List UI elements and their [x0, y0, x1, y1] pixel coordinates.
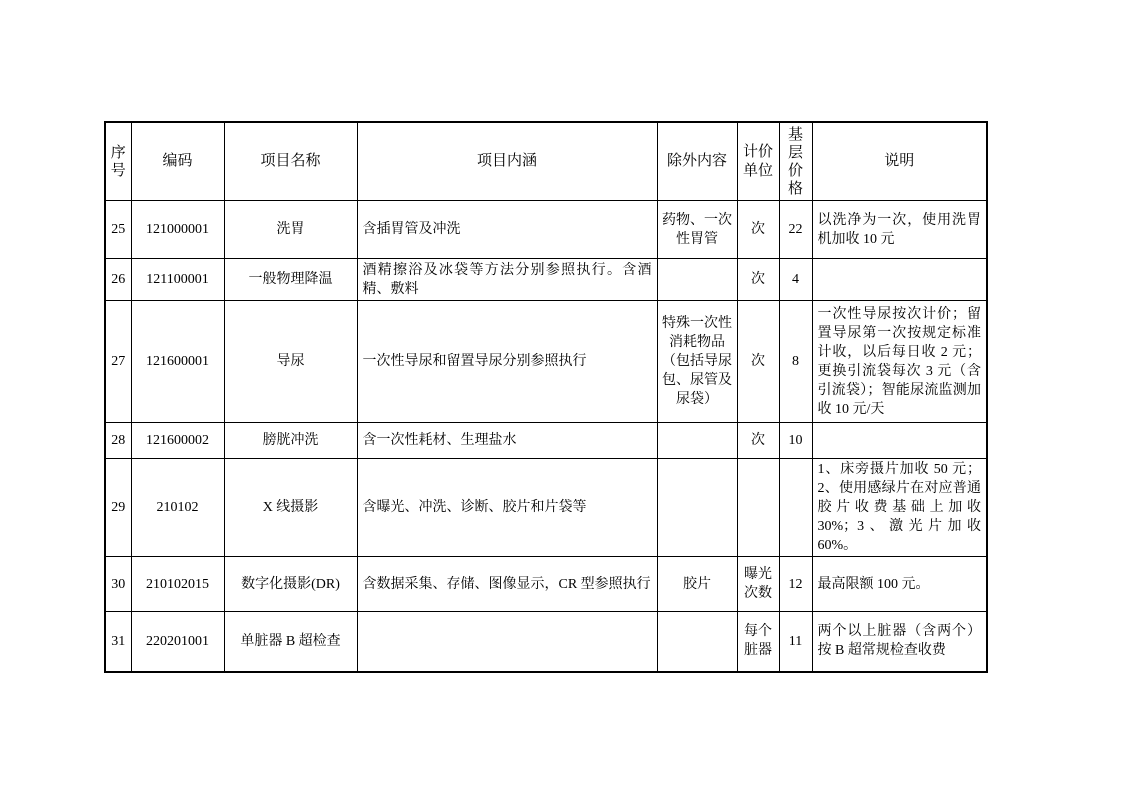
- cell-price: 22: [779, 201, 812, 259]
- table-row: [105, 423, 987, 459]
- cell-name: 洗胃: [224, 201, 357, 259]
- cell-price: [779, 459, 812, 557]
- cell-price: 8: [779, 301, 812, 423]
- column-header-code-label: 编码: [162, 153, 193, 169]
- cell-code: 121100001: [131, 259, 224, 301]
- cell-unit: 次: [737, 301, 779, 423]
- cell-seq: 27: [105, 301, 131, 423]
- column-header-excluded: [657, 122, 737, 201]
- table-row: [105, 612, 987, 672]
- cell-excluded: [657, 612, 737, 672]
- table-row: [105, 259, 987, 301]
- table-row: [105, 201, 987, 259]
- cell-content: 含曝光、冲洗、诊断、胶片和片袋等: [357, 459, 657, 557]
- cell-note: [812, 423, 987, 459]
- cell-excluded: 胶片: [657, 557, 737, 612]
- cell-seq: 26: [105, 259, 131, 301]
- cell-name: X 线摄影: [224, 459, 357, 557]
- cell-code: 121600001: [131, 301, 224, 423]
- column-header-seq-label: 序号: [110, 144, 126, 179]
- cell-name: 数字化摄影(DR): [224, 557, 357, 612]
- cell-excluded: [657, 259, 737, 301]
- cell-code: 220201001: [131, 612, 224, 672]
- table-body: [105, 201, 987, 672]
- cell-code: 121000001: [131, 201, 224, 259]
- cell-price: 12: [779, 557, 812, 612]
- cell-seq: 25: [105, 201, 131, 259]
- cell-seq: 28: [105, 423, 131, 459]
- column-header-unit-label: 计价单位: [743, 143, 774, 179]
- cell-note: 1、床旁摄片加收 50 元；2、使用感绿片在对应普通胶片收费基础上加收 30%；3、激光片加收 60%。: [812, 459, 987, 557]
- cell-code: 210102: [131, 459, 224, 557]
- cell-seq: 31: [105, 612, 131, 672]
- price-table: [104, 121, 988, 673]
- cell-note: 最高限额 100 元。: [812, 557, 987, 612]
- cell-name: 导尿: [224, 301, 357, 423]
- cell-excluded: 药物、一次性胃管: [657, 201, 737, 259]
- cell-note: 两个以上脏器（含两个）按 B 超常规检查收费: [812, 612, 987, 672]
- cell-excluded: [657, 459, 737, 557]
- cell-unit: 每个脏器: [737, 612, 779, 672]
- cell-name: 一般物理降温: [224, 259, 357, 301]
- cell-name: 膀胱冲洗: [224, 423, 357, 459]
- cell-unit: [737, 459, 779, 557]
- cell-code: 121600002: [131, 423, 224, 459]
- column-header-price-label: 基层价格: [788, 126, 804, 197]
- column-header-price: [779, 122, 812, 201]
- column-header-unit: [737, 122, 779, 201]
- cell-content: 含数据采集、存储、图像显示，CR 型参照执行: [357, 557, 657, 612]
- column-header-excluded-label: 除外内容: [666, 153, 727, 169]
- cell-price: 4: [779, 259, 812, 301]
- table-row: [105, 459, 987, 557]
- column-header-name: [224, 122, 357, 201]
- cell-seq: 30: [105, 557, 131, 612]
- cell-name: 单脏器 B 超检查: [224, 612, 357, 672]
- column-header-name-label: 项目名称: [260, 153, 321, 169]
- cell-content: 含一次性耗材、生理盐水: [357, 423, 657, 459]
- cell-note: 以洗净为一次，使用洗胃机加收 10 元: [812, 201, 987, 259]
- table-header-row: [105, 122, 987, 201]
- cell-content: [357, 612, 657, 672]
- column-header-content: [357, 122, 657, 201]
- cell-seq: 29: [105, 459, 131, 557]
- cell-content: 含插胃管及冲洗: [357, 201, 657, 259]
- column-header-note-label: 说明: [884, 153, 915, 169]
- cell-unit: 次: [737, 201, 779, 259]
- cell-code: 210102015: [131, 557, 224, 612]
- cell-excluded: 特殊一次性消耗物品（包括导尿包、尿管及尿袋）: [657, 301, 737, 423]
- column-header-seq: [105, 122, 131, 201]
- cell-price: 11: [779, 612, 812, 672]
- column-header-code: [131, 122, 224, 201]
- table-row: [105, 557, 987, 612]
- column-header-content-label: 项目内涵: [476, 153, 537, 169]
- cell-content: 一次性导尿和留置导尿分别参照执行: [357, 301, 657, 423]
- cell-price: 10: [779, 423, 812, 459]
- cell-unit: 曝光次数: [737, 557, 779, 612]
- cell-excluded: [657, 423, 737, 459]
- cell-unit: 次: [737, 259, 779, 301]
- cell-content: 酒精擦浴及冰袋等方法分别参照执行。含酒精、敷料: [357, 259, 657, 301]
- table-row: [105, 301, 987, 423]
- cell-note: [812, 259, 987, 301]
- column-header-note: [812, 122, 987, 201]
- cell-unit: 次: [737, 423, 779, 459]
- cell-note: 一次性导尿按次计价；留置导尿第一次按规定标准计收，以后每日收 2 元；更换引流袋每次 3 元（含引流袋）；智能尿流监测加收 10 元/天: [812, 301, 987, 423]
